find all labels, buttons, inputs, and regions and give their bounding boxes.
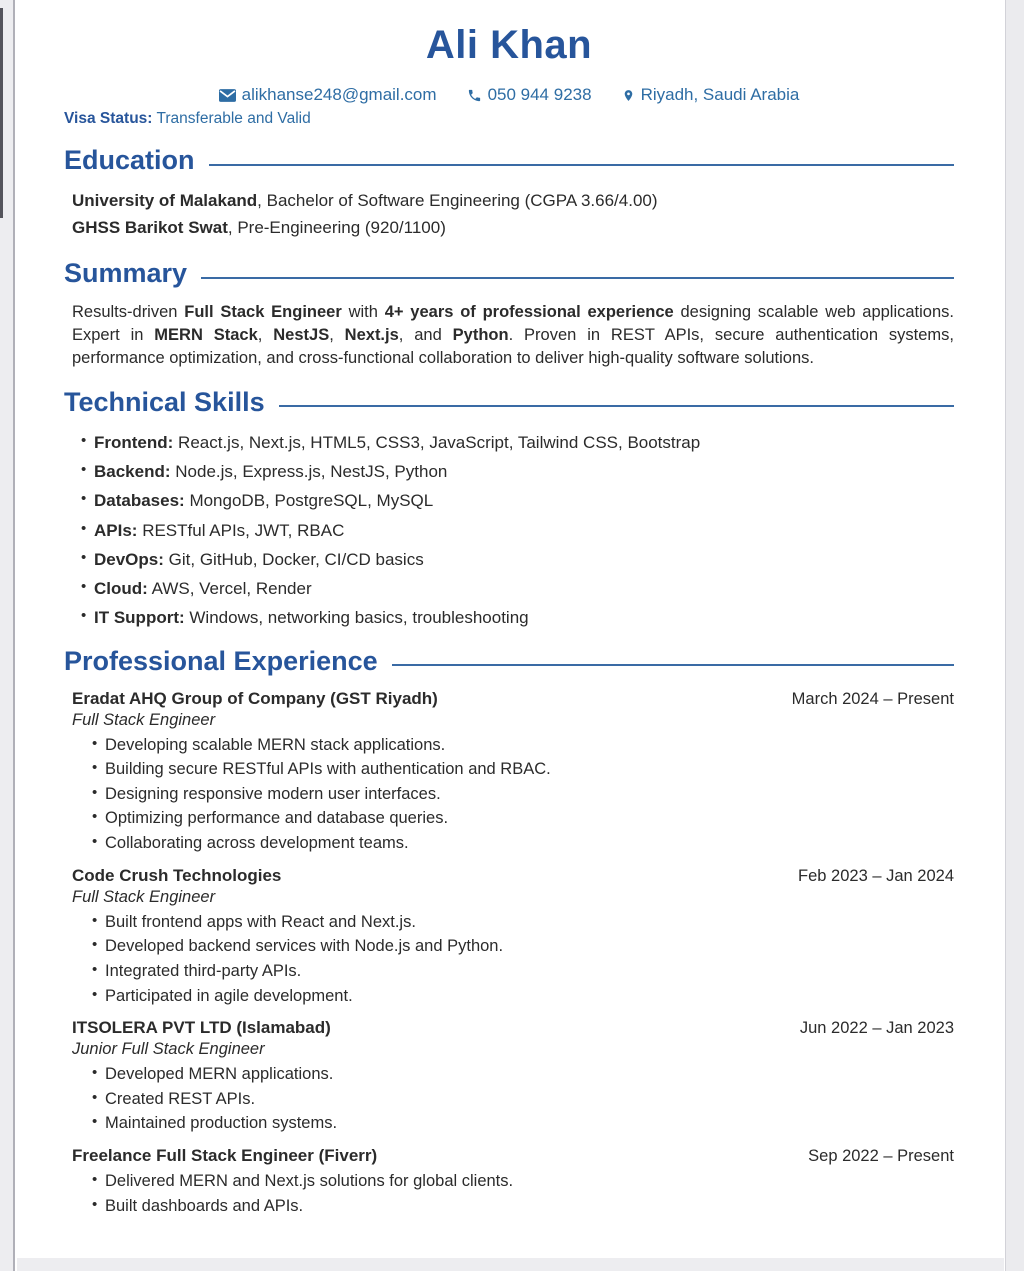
contact-phone-text: 050 944 9238 [487,85,592,104]
job-bullet: • Developed MERN applications. [105,1064,954,1085]
job-bullet-list [105,1171,954,1216]
job-header [72,1018,954,1038]
job-role: Junior Full Stack Engineer [72,1040,265,1059]
job-bullet: • Collaborating across development teams. [105,833,954,854]
section-experience-title: Professional Experience [64,645,378,676]
section-education-title: Education [64,145,195,175]
bold-text-segment: Full Stack Engineer [184,303,342,322]
section-education [64,145,954,241]
skill-item [94,520,954,541]
contact-location-text: Riyadh, Saudi Arabia [640,85,800,104]
education-institution: University of Malakand [72,191,258,211]
section-summary [64,258,954,369]
text-segment: Results-driven [72,303,185,322]
job-company: Code Crush Technologies [72,865,282,885]
job-dates: Jun 2022 – Jan 2023 [799,1019,954,1038]
job-dates: Feb 2023 – Jan 2024 [798,866,954,885]
education-item [72,214,954,241]
section-experience [64,646,954,1217]
bold-text-segment: Next.js [344,326,399,345]
contact-email-text: alikhanse248@gmail.com [241,85,437,104]
education-institution: GHSS Barikot Swat [72,218,228,238]
section-skills-title: Technical Skills [64,386,265,417]
skill-values: Git, GitHub, Docker, CI/CD basics [163,549,424,569]
visa-status-value: Transferable and Valid [152,110,311,127]
text-segment: , and [398,326,453,345]
bold-text-segment: 4+ years of professional experience [384,303,674,322]
job-bullet: • Created REST APIs. [105,1089,954,1110]
skill-item [94,549,954,570]
job-entry [64,1146,954,1216]
section-education-header [64,145,954,176]
job-bullet-list [105,1064,954,1134]
summary-paragraph [72,301,954,369]
job-role: Full Stack Engineer [72,710,216,729]
job-header [72,866,954,886]
text-segment: , [257,326,274,345]
visa-status-row [64,110,954,128]
visa-status-label: Visa Status: [64,110,153,127]
job-company: Freelance Full Stack Engineer (Fiverr) [72,1146,378,1166]
text-segment: with [341,303,385,322]
skill-category-label: Cloud: [94,579,148,599]
skill-values: AWS, Vercel, Render [147,579,312,599]
skill-values: Windows, networking basics, troubleshooting [184,608,529,628]
phone-icon [467,88,482,103]
skill-item [94,461,954,482]
section-skills-header [64,387,954,418]
skill-item [94,578,954,599]
contact-row [64,85,954,105]
email-icon [219,89,236,102]
skill-category-label: Backend: [94,462,171,482]
job-role: Full Stack Engineer [72,887,216,906]
job-bullet: • Integrated third-party APIs. [105,961,954,982]
skill-category-label: Databases: [94,491,185,511]
education-detail: , Pre-Engineering (920/1100) [227,218,446,238]
skill-values: RESTful APIs, JWT, RBAC [137,520,345,540]
skill-category-label: Frontend: [94,432,174,452]
bold-text-segment: NestJS [273,326,330,345]
skill-values: React.js, Next.js, HTML5, CSS3, JavaScript, Tailwind CSS, Bootstrap [173,432,701,452]
skill-values: Node.js, Express.js, NestJS, Python [170,462,448,482]
section-skills [64,387,954,629]
skill-category-label: APIs: [94,520,138,540]
job-entry [64,1018,954,1134]
job-bullet: • Developed backend services with Node.js and Python. [105,936,954,957]
contact-email[interactable] [219,85,437,105]
education-list [72,187,954,241]
job-entry [64,689,954,854]
bold-text-segment: Python [452,326,509,345]
skill-item [94,607,954,628]
contact-location [622,85,800,105]
jobs-list [64,689,954,1217]
section-summary-header [64,258,954,289]
job-entry [64,866,954,1007]
skill-category-label: IT Support: [94,608,185,628]
education-detail: , Bachelor of Software Engineering (CGPA 3.66/4.00) [257,191,658,211]
job-bullet-list [105,912,954,1007]
section-rule [392,664,954,666]
job-bullet: • Developing scalable MERN stack applications. [105,735,954,756]
page-right-gutter [1005,0,1024,1271]
skill-item [94,490,954,511]
contact-phone[interactable] [467,85,592,105]
skill-item [94,432,954,453]
resume-page [17,0,1004,1258]
job-bullet: • Maintained production systems. [105,1113,954,1134]
text-segment: . Proven in REST APIs, secure authentication systems, performance optimization, and cross-functional collaboration to deliver high-quality software solutions. [72,326,954,367]
skill-values: MongoDB, PostgreSQL, MySQL [184,491,434,511]
bold-text-segment: MERN Stack [154,326,258,345]
section-summary-title: Summary [64,258,188,289]
job-dates: Sep 2022 – Present [808,1147,954,1166]
education-item [72,187,954,214]
section-rule [201,277,954,279]
job-company: Eradat AHQ Group of Company (GST Riyadh) [72,688,438,708]
section-rule [209,164,954,166]
page-bottom-gutter [17,1258,1004,1271]
job-bullet: • Building secure RESTful APIs with authentication and RBAC. [105,759,954,780]
job-bullet: • Built dashboards and APIs. [105,1196,954,1217]
skill-category-label: DevOps: [94,549,164,569]
job-dates: March 2024 – Present [791,689,954,708]
job-bullet: • Delivered MERN and Next.js solutions for global clients. [105,1171,954,1192]
job-header [72,689,954,709]
job-bullet: • Optimizing performance and database queries. [105,808,954,829]
text-segment: , [329,326,345,345]
job-bullet: • Participated in agile development. [105,986,954,1007]
job-bullet: • Designing responsive modern user interfaces. [105,784,954,805]
location-pin-icon [622,87,635,104]
candidate-name: Ali Khan [425,23,593,67]
section-rule [279,405,954,407]
window-edge-line [0,8,3,218]
skills-list [94,432,954,629]
text-segment: designing scalable web applications. Expert in [72,303,954,345]
job-header [72,1146,954,1166]
job-bullet-list [105,735,954,854]
job-bullet: • Built frontend apps with React and Next.js. [105,912,954,933]
section-experience-header [64,646,954,677]
job-company: ITSOLERA PVT LTD (Islamabad) [72,1018,331,1038]
